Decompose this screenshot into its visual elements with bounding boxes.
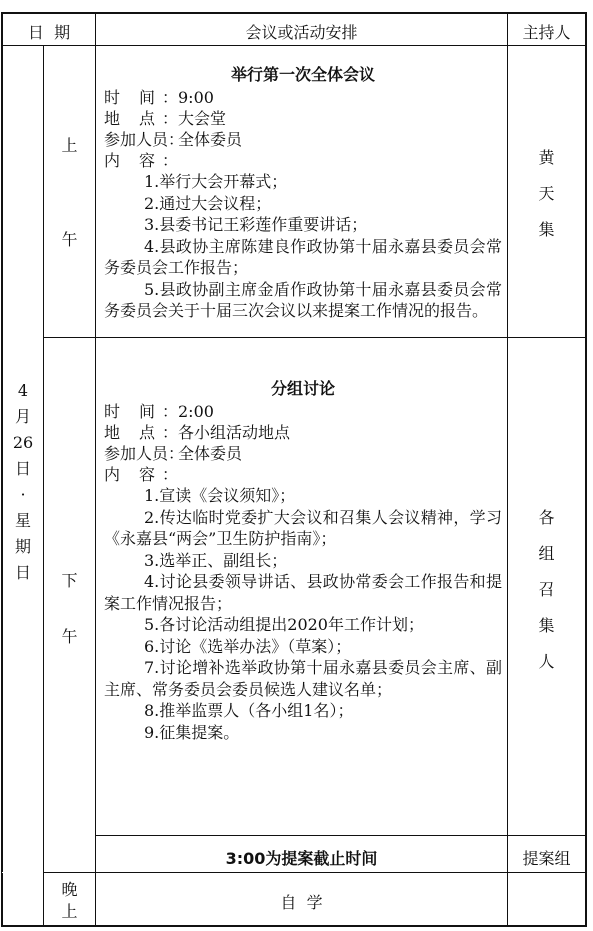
time-label: 时 间： (104, 88, 178, 107)
date-column-divider (95, 12, 96, 927)
afternoon-host (508, 510, 585, 670)
morning-title: 举行第一次全体会议 (230, 65, 375, 84)
date-vertical-label (3, 378, 43, 586)
afternoon-place: 各小组活动地点 (178, 423, 291, 442)
content-label: 内 容： (104, 151, 178, 170)
host-char: 集 (538, 220, 555, 239)
table-border-bottom (1, 925, 587, 927)
host-char: 黄 (538, 148, 555, 167)
date-cell-bottom-gap (2, 872, 43, 873)
table-border-right (585, 12, 587, 927)
deadline-host: 提案组 (522, 849, 571, 868)
period-char: 午 (61, 230, 78, 249)
morning-afternoon-divider (43, 337, 587, 338)
morning-agenda (104, 62, 502, 322)
host-char: 集 (538, 616, 555, 635)
afternoon-place-row (104, 422, 502, 443)
date-char: 4 (17, 381, 29, 400)
date-char: · (20, 485, 26, 504)
period-evening-label (44, 879, 95, 923)
date-char: 日 (14, 563, 31, 582)
agenda-item: 1.宣读《会议须知》； (144, 486, 296, 505)
date-char: 期 (14, 537, 31, 556)
agenda-item: 3.县委书记王彩莲作重要讲话； (144, 215, 368, 234)
morning-people-row (104, 129, 502, 150)
afternoon-people: 全体委员 (178, 444, 243, 463)
period-char: 午 (61, 627, 78, 646)
afternoon-title: 分组讨论 (270, 379, 335, 398)
proposal-deadline: 3:00为提案截止时间 (225, 849, 378, 868)
morning-host (508, 150, 585, 238)
period-char: 晚 (61, 880, 78, 899)
agenda-item: 5.各讨论活动组提出2020年工作计划； (144, 615, 424, 634)
content-label: 内 容： (104, 465, 178, 484)
agenda-item: 6.讨论《选举办法》（草案）； (144, 636, 352, 656)
morning-place: 大会堂 (178, 109, 227, 128)
agenda-item: 9.征集提案。 (144, 722, 240, 742)
afternoon-people-row (104, 443, 502, 464)
agenda-item: 8.推举监票人（各小组1名）； (144, 701, 354, 720)
agenda-item: 7.讨论增补选举政协第十届永嘉县委员会主席、副主席、常务委员会委员候选人建议名单； (104, 658, 502, 699)
agenda-item: 4.县政协主席陈建良作政协第十届永嘉县委员会常务委员会工作报告； (104, 236, 502, 277)
date-char: 星 (14, 511, 31, 530)
morning-people: 全体委员 (178, 130, 243, 149)
morning-time: 9:00 (178, 88, 214, 107)
time-label: 时 间： (104, 402, 178, 421)
header-agenda: 会议或活动安排 (245, 23, 358, 42)
deadline-row-top (95, 835, 587, 836)
host-char: 召 (538, 580, 555, 599)
people-label: 参加人员： (104, 444, 185, 463)
agenda-item: 5.县政协副主席金盾作政协第十届永嘉县委员会常务委员会关于十届三次会议以来提案工作情况的报告。 (104, 279, 502, 320)
agenda-item: 2.通过大会议程； (144, 193, 272, 213)
host-char: 组 (538, 544, 555, 563)
date-char: 26 (12, 433, 34, 452)
morning-place-row (104, 108, 502, 129)
evening-row-top (1, 872, 587, 873)
agenda-item: 3.选举正、副组长； (144, 550, 288, 570)
date-char: 日 (14, 459, 31, 478)
period-morning-label (44, 138, 95, 248)
host-char: 天 (538, 184, 555, 203)
date-char: 月 (14, 407, 31, 426)
agenda-item: 1.举行大会开幕式； (144, 172, 288, 191)
host-char: 人 (538, 652, 555, 671)
morning-content-row (104, 150, 502, 171)
header-divider (1, 45, 587, 46)
morning-time-row (104, 87, 502, 108)
agenda-item: 4.讨论县委领导讲话、县政协常委会工作报告和提案工作情况报告； (104, 572, 502, 613)
table-border-top (1, 12, 587, 14)
afternoon-time: 2:00 (178, 402, 214, 421)
header-date: 日 期 (27, 23, 71, 42)
period-char: 下 (61, 571, 78, 590)
header-host: 主持人 (522, 23, 571, 42)
period-afternoon-label (44, 573, 95, 645)
period-char: 上 (61, 902, 78, 921)
host-char: 各 (538, 508, 555, 527)
place-label: 地 点： (104, 109, 178, 128)
afternoon-time-row (104, 401, 502, 422)
afternoon-agenda (104, 376, 502, 743)
afternoon-content-row (104, 464, 502, 485)
evening-activity: 自 学 (280, 893, 323, 912)
people-label: 参加人员： (104, 130, 185, 149)
period-char: 上 (61, 136, 78, 155)
place-label: 地 点： (104, 423, 178, 442)
agenda-item: 2.传达临时党委扩大会议和召集人会议精神，学习《永嘉县“两会”卫生防护指南》； (104, 507, 502, 548)
